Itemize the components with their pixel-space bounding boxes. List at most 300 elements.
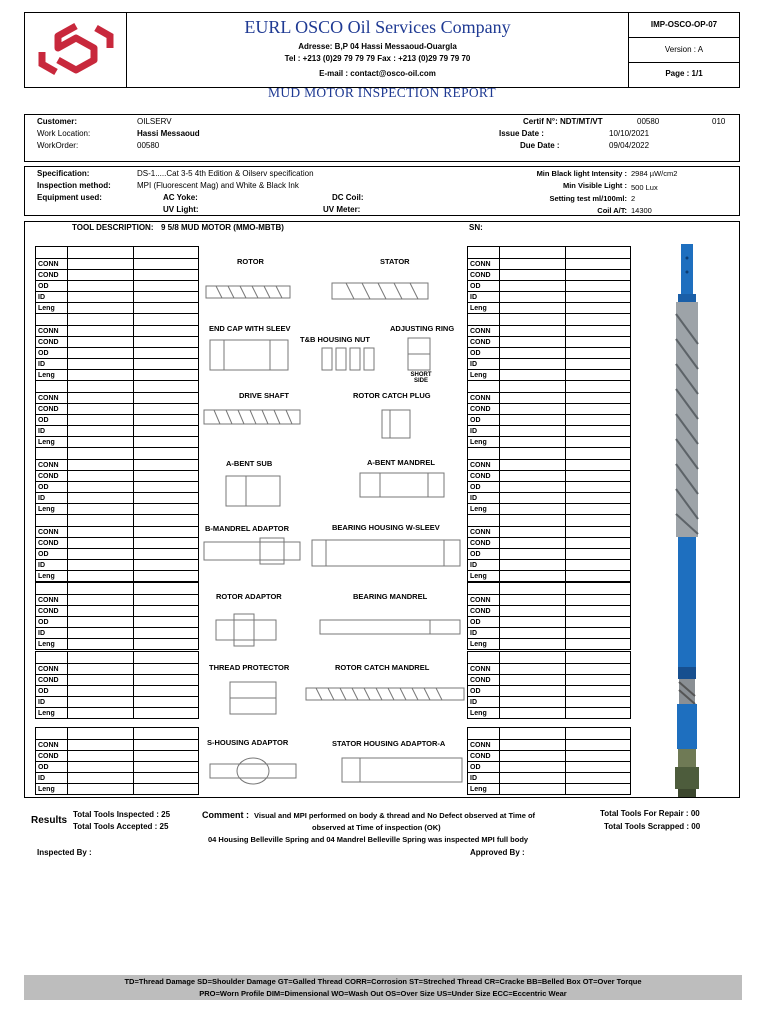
label-s-housing-adaptor: S-HOUSING ADAPTOR — [207, 738, 289, 747]
table-header-row — [468, 515, 631, 527]
value-cell[interactable] — [500, 571, 566, 582]
inspected-by: Inspected By : — [37, 848, 92, 857]
value-cell[interactable] — [566, 639, 631, 650]
value-cell[interactable] — [68, 762, 134, 773]
table-row — [36, 762, 199, 773]
table-row — [36, 740, 199, 751]
value-cell[interactable] — [500, 393, 566, 404]
value-cell[interactable] — [134, 751, 199, 762]
value-cell[interactable] — [566, 303, 631, 314]
table-header-row — [36, 652, 199, 664]
value-cell[interactable] — [500, 628, 566, 639]
value-cell[interactable] — [68, 538, 134, 549]
table-row — [468, 628, 631, 639]
value-cell[interactable] — [134, 259, 199, 270]
value-cell[interactable] — [566, 560, 631, 571]
row-label: CONN — [468, 259, 500, 270]
row-label: COND — [468, 337, 500, 348]
equipment-label: Equipment used: — [37, 193, 102, 202]
label-rotor-adaptor: ROTOR ADAPTOR — [216, 592, 282, 601]
results-label: Results — [31, 815, 68, 826]
value-cell[interactable] — [566, 606, 631, 617]
value-cell[interactable] — [68, 628, 134, 639]
value-cell[interactable] — [134, 762, 199, 773]
value-cell[interactable] — [68, 549, 134, 560]
value-cell[interactable] — [68, 617, 134, 628]
thread-protector-drawing-icon — [230, 682, 276, 714]
legend-line-1: TD=Thread Damage SD=Shoulder Damage GT=Galled Thread CORR=Corrosion ST=Streched Thread CR=Cracke BB=Belled Box OT=Over Torque — [124, 977, 642, 986]
value-cell[interactable] — [566, 784, 631, 795]
value-cell[interactable] — [68, 303, 134, 314]
table-row — [468, 527, 631, 538]
value-cell[interactable] — [68, 493, 134, 504]
cell — [468, 247, 500, 259]
min-visible-value: 500 Lux — [631, 183, 658, 192]
measurement-table — [35, 447, 199, 515]
value-cell[interactable] — [566, 571, 631, 582]
value-cell[interactable] — [68, 359, 134, 370]
value-cell[interactable] — [566, 538, 631, 549]
value-cell[interactable] — [566, 326, 631, 337]
table-header-row — [468, 381, 631, 393]
table-row — [36, 549, 199, 560]
value-cell[interactable] — [500, 270, 566, 281]
divider — [628, 62, 740, 63]
value-cell[interactable] — [500, 493, 566, 504]
value-cell[interactable] — [566, 686, 631, 697]
row-label: ID — [36, 359, 68, 370]
cell — [68, 247, 134, 259]
table-row — [36, 426, 199, 437]
value-cell[interactable] — [566, 773, 631, 784]
label-stator: STATOR — [380, 257, 410, 266]
value-cell[interactable] — [68, 482, 134, 493]
value-cell[interactable] — [134, 504, 199, 515]
table-row — [468, 437, 631, 448]
cell — [500, 381, 566, 393]
row-label: ID — [36, 560, 68, 571]
row-label: CONN — [468, 326, 500, 337]
value-cell[interactable] — [566, 415, 631, 426]
row-label: Leng — [36, 370, 68, 381]
value-cell[interactable] — [134, 404, 199, 415]
value-cell[interactable] — [68, 415, 134, 426]
value-cell[interactable] — [134, 482, 199, 493]
value-cell[interactable] — [566, 348, 631, 359]
value-cell[interactable] — [134, 740, 199, 751]
table-row — [36, 437, 199, 448]
value-cell[interactable] — [500, 415, 566, 426]
customer-value: OILSERV — [137, 117, 172, 126]
value-cell[interactable] — [134, 708, 199, 719]
table-row — [36, 664, 199, 675]
row-label: Leng — [36, 303, 68, 314]
value-cell[interactable] — [500, 686, 566, 697]
value-cell[interactable] — [566, 437, 631, 448]
value-cell[interactable] — [134, 697, 199, 708]
end-cap-drawing-icon — [210, 340, 288, 370]
value-cell[interactable] — [134, 628, 199, 639]
table-row — [468, 303, 631, 314]
value-cell[interactable] — [68, 370, 134, 381]
row-label: OD — [468, 686, 500, 697]
row-label: OD — [36, 482, 68, 493]
location-value: Hassi Messaoud — [137, 129, 200, 138]
value-cell[interactable] — [68, 337, 134, 348]
value-cell[interactable] — [134, 538, 199, 549]
value-cell[interactable] — [134, 493, 199, 504]
row-label: ID — [36, 628, 68, 639]
table-row — [36, 504, 199, 515]
value-cell[interactable] — [500, 675, 566, 686]
row-label: COND — [36, 675, 68, 686]
value-cell[interactable] — [500, 337, 566, 348]
table-row — [468, 326, 631, 337]
value-cell[interactable] — [566, 549, 631, 560]
row-label: OD — [468, 617, 500, 628]
value-cell[interactable] — [566, 471, 631, 482]
workorder-label: WorkOrder: — [37, 141, 79, 150]
s-housing-adaptor-drawing-icon — [210, 758, 296, 784]
value-cell[interactable] — [134, 303, 199, 314]
row-label: COND — [468, 538, 500, 549]
row-label: OD — [468, 281, 500, 292]
value-cell[interactable] — [566, 460, 631, 471]
measurement-table — [35, 514, 199, 582]
value-cell[interactable] — [566, 527, 631, 538]
value-cell[interactable] — [134, 471, 199, 482]
value-cell[interactable] — [134, 549, 199, 560]
value-cell[interactable] — [500, 549, 566, 560]
location-label: Work Location: — [37, 129, 91, 138]
value-cell[interactable] — [68, 751, 134, 762]
label-thread-protector: THREAD PROTECTOR — [209, 663, 290, 672]
issue-date-label: Issue Date : — [499, 129, 544, 138]
row-label: OD — [36, 762, 68, 773]
value-cell[interactable] — [500, 504, 566, 515]
value-cell[interactable] — [566, 292, 631, 303]
value-cell[interactable] — [134, 326, 199, 337]
value-cell[interactable] — [500, 281, 566, 292]
value-cell[interactable] — [68, 348, 134, 359]
row-label: OD — [468, 415, 500, 426]
value-cell[interactable] — [566, 482, 631, 493]
value-cell[interactable] — [566, 708, 631, 719]
value-cell[interactable] — [500, 460, 566, 471]
table-row — [468, 697, 631, 708]
table-row — [468, 292, 631, 303]
table-row — [36, 303, 199, 314]
value-cell[interactable] — [134, 560, 199, 571]
value-cell[interactable] — [134, 281, 199, 292]
workorder-value: 00580 — [137, 141, 160, 150]
row-label: CONN — [36, 740, 68, 751]
row-label: OD — [468, 762, 500, 773]
value-cell[interactable] — [500, 404, 566, 415]
row-label: CONN — [468, 664, 500, 675]
value-cell[interactable] — [566, 675, 631, 686]
cell — [566, 247, 631, 259]
value-cell[interactable] — [500, 292, 566, 303]
value-cell[interactable] — [566, 504, 631, 515]
table-row — [468, 675, 631, 686]
cell — [36, 515, 68, 527]
value-cell[interactable] — [566, 337, 631, 348]
value-cell[interactable] — [68, 784, 134, 795]
value-cell[interactable] — [68, 675, 134, 686]
value-cell[interactable] — [500, 303, 566, 314]
value-cell[interactable] — [134, 460, 199, 471]
value-cell[interactable] — [134, 686, 199, 697]
value-cell[interactable] — [134, 639, 199, 650]
value-cell[interactable] — [134, 337, 199, 348]
value-cell[interactable] — [566, 370, 631, 381]
value-cell[interactable] — [500, 348, 566, 359]
cell — [468, 448, 500, 460]
value-cell[interactable] — [134, 571, 199, 582]
value-cell[interactable] — [68, 292, 134, 303]
value-cell[interactable] — [566, 493, 631, 504]
value-cell[interactable] — [566, 740, 631, 751]
cell — [68, 583, 134, 595]
value-cell[interactable] — [500, 560, 566, 571]
table-header-row — [468, 448, 631, 460]
value-cell[interactable] — [68, 639, 134, 650]
value-cell[interactable] — [500, 773, 566, 784]
value-cell[interactable] — [68, 560, 134, 571]
value-cell[interactable] — [566, 359, 631, 370]
tool-desc-value: 9 5/8 MUD MOTOR (MMO-MBTB) — [161, 223, 284, 232]
cell — [134, 728, 199, 740]
row-label: Leng — [468, 784, 500, 795]
row-label: Leng — [36, 437, 68, 448]
method-label: Inspection method: — [37, 181, 111, 190]
value-cell[interactable] — [68, 259, 134, 270]
value-cell[interactable] — [68, 686, 134, 697]
value-cell[interactable] — [134, 393, 199, 404]
value-cell[interactable] — [68, 393, 134, 404]
value-cell[interactable] — [500, 482, 566, 493]
table-row — [36, 571, 199, 582]
table-row — [468, 259, 631, 270]
value-cell[interactable] — [134, 292, 199, 303]
cell — [566, 314, 631, 326]
certif-label: Certif N°: NDT/MT/VT — [523, 117, 603, 126]
value-cell[interactable] — [566, 393, 631, 404]
row-label: CONN — [468, 595, 500, 606]
value-cell[interactable] — [68, 697, 134, 708]
value-cell[interactable] — [134, 675, 199, 686]
value-cell[interactable] — [68, 606, 134, 617]
row-label: CONN — [36, 664, 68, 675]
row-label: OD — [36, 617, 68, 628]
value-cell[interactable] — [68, 740, 134, 751]
cell — [36, 652, 68, 664]
value-cell[interactable] — [134, 370, 199, 381]
value-cell[interactable] — [500, 751, 566, 762]
measurement-table — [35, 651, 199, 719]
value-cell[interactable] — [134, 606, 199, 617]
value-cell[interactable] — [68, 504, 134, 515]
value-cell[interactable] — [134, 348, 199, 359]
value-cell[interactable] — [500, 538, 566, 549]
value-cell[interactable] — [500, 326, 566, 337]
value-cell[interactable] — [566, 595, 631, 606]
measurement-table — [467, 514, 631, 582]
row-label: OD — [468, 482, 500, 493]
value-cell[interactable] — [500, 426, 566, 437]
value-cell[interactable] — [566, 259, 631, 270]
table-row — [36, 538, 199, 549]
value-cell[interactable] — [134, 617, 199, 628]
table-row — [468, 571, 631, 582]
value-cell[interactable] — [134, 359, 199, 370]
value-cell[interactable] — [500, 527, 566, 538]
row-label: Leng — [36, 639, 68, 650]
page-number: Page : 1/1 — [665, 69, 703, 78]
row-label: OD — [468, 348, 500, 359]
table-header-row — [36, 448, 199, 460]
row-label: COND — [468, 606, 500, 617]
value-cell[interactable] — [566, 426, 631, 437]
row-label: CONN — [36, 460, 68, 471]
value-cell[interactable] — [500, 762, 566, 773]
row-label: COND — [468, 675, 500, 686]
value-cell[interactable] — [68, 281, 134, 292]
company-phone: Tel : +213 (0)29 79 79 79 Fax : +213 (0)29 79 79 70 — [284, 54, 471, 63]
bearing-mandrel-drawing-icon — [320, 620, 460, 634]
value-cell[interactable] — [68, 404, 134, 415]
value-cell[interactable] — [500, 639, 566, 650]
divider — [628, 37, 740, 38]
value-cell[interactable] — [134, 415, 199, 426]
cell — [468, 652, 500, 664]
row-label: OD — [36, 348, 68, 359]
value-cell[interactable] — [68, 527, 134, 538]
value-cell[interactable] — [566, 664, 631, 675]
coil-value: 14300 — [631, 206, 652, 215]
min-visible-label: Min Visible Light : — [562, 181, 627, 190]
uv-light-label: UV Light: — [163, 205, 199, 214]
value-cell[interactable] — [566, 762, 631, 773]
value-cell[interactable] — [566, 270, 631, 281]
due-date: 09/04/2022 — [609, 141, 650, 150]
value-cell[interactable] — [134, 784, 199, 795]
cell — [500, 247, 566, 259]
cell — [566, 583, 631, 595]
row-label: ID — [36, 697, 68, 708]
report-title: MUD MOTOR INSPECTION REPORT — [268, 85, 496, 100]
value-cell[interactable] — [134, 426, 199, 437]
table-row — [36, 259, 199, 270]
value-cell[interactable] — [68, 270, 134, 281]
table-row — [468, 460, 631, 471]
value-cell[interactable] — [68, 595, 134, 606]
value-cell[interactable] — [68, 708, 134, 719]
label-short-side: SHORT SIDE — [410, 372, 432, 384]
value-cell[interactable] — [500, 617, 566, 628]
a-bent-mandrel-drawing-icon — [360, 473, 444, 497]
value-cell[interactable] — [500, 664, 566, 675]
measurement-table — [35, 246, 199, 314]
table-row — [468, 538, 631, 549]
value-cell[interactable] — [500, 595, 566, 606]
min-black-label: Min Black light Intensity : — [536, 169, 627, 178]
table-row — [468, 370, 631, 381]
cell — [468, 314, 500, 326]
value-cell[interactable] — [566, 404, 631, 415]
table-row — [468, 740, 631, 751]
value-cell[interactable] — [68, 471, 134, 482]
value-cell[interactable] — [500, 708, 566, 719]
label-rotor-catch-mandrel: ROTOR CATCH MANDREL — [335, 663, 430, 672]
table-row — [36, 697, 199, 708]
value-cell[interactable] — [134, 527, 199, 538]
value-cell[interactable] — [500, 740, 566, 751]
value-cell[interactable] — [68, 773, 134, 784]
value-cell[interactable] — [68, 571, 134, 582]
value-cell[interactable] — [500, 784, 566, 795]
label-rotor-catch-plug: ROTOR CATCH PLUG — [353, 391, 431, 400]
value-cell[interactable] — [566, 697, 631, 708]
company-email: E-mail : contact@osco-oil.com — [319, 69, 436, 78]
value-cell[interactable] — [500, 606, 566, 617]
cell — [500, 728, 566, 740]
value-cell[interactable] — [500, 437, 566, 448]
value-cell[interactable] — [500, 370, 566, 381]
value-cell[interactable] — [500, 259, 566, 270]
value-cell[interactable] — [68, 664, 134, 675]
cell — [68, 448, 134, 460]
tool-desc-label: TOOL DESCRIPTION: — [72, 223, 154, 232]
spec-label: Specification: — [37, 169, 90, 178]
row-label: COND — [36, 337, 68, 348]
cell — [500, 652, 566, 664]
row-label: COND — [36, 270, 68, 281]
total-inspected: Total Tools Inspected : 25 — [73, 810, 171, 819]
value-cell[interactable] — [566, 281, 631, 292]
a-bent-sub-drawing-icon — [226, 476, 280, 506]
value-cell[interactable] — [68, 460, 134, 471]
comment-label: Comment : — [202, 810, 249, 820]
value-cell[interactable] — [500, 359, 566, 370]
table-row — [468, 281, 631, 292]
cell — [134, 381, 199, 393]
value-cell[interactable] — [68, 437, 134, 448]
value-cell[interactable] — [134, 437, 199, 448]
table-row — [36, 639, 199, 650]
total-repair: Total Tools For Repair : 00 — [600, 809, 700, 818]
value-cell[interactable] — [68, 426, 134, 437]
value-cell[interactable] — [566, 628, 631, 639]
coil-label: Coil A/T: — [597, 206, 627, 215]
measurement-table — [35, 582, 199, 650]
row-label: OD — [36, 281, 68, 292]
cell — [566, 515, 631, 527]
value-cell[interactable] — [566, 617, 631, 628]
row-label: Leng — [468, 437, 500, 448]
value-cell[interactable] — [134, 773, 199, 784]
value-cell[interactable] — [68, 326, 134, 337]
value-cell[interactable] — [500, 471, 566, 482]
certif-number: 00580 — [637, 117, 660, 126]
label-stator-housing-adaptor: STATOR HOUSING ADAPTOR-A — [332, 739, 446, 748]
value-cell[interactable] — [134, 664, 199, 675]
value-cell[interactable] — [134, 595, 199, 606]
value-cell[interactable] — [134, 270, 199, 281]
value-cell[interactable] — [566, 751, 631, 762]
value-cell[interactable] — [500, 697, 566, 708]
